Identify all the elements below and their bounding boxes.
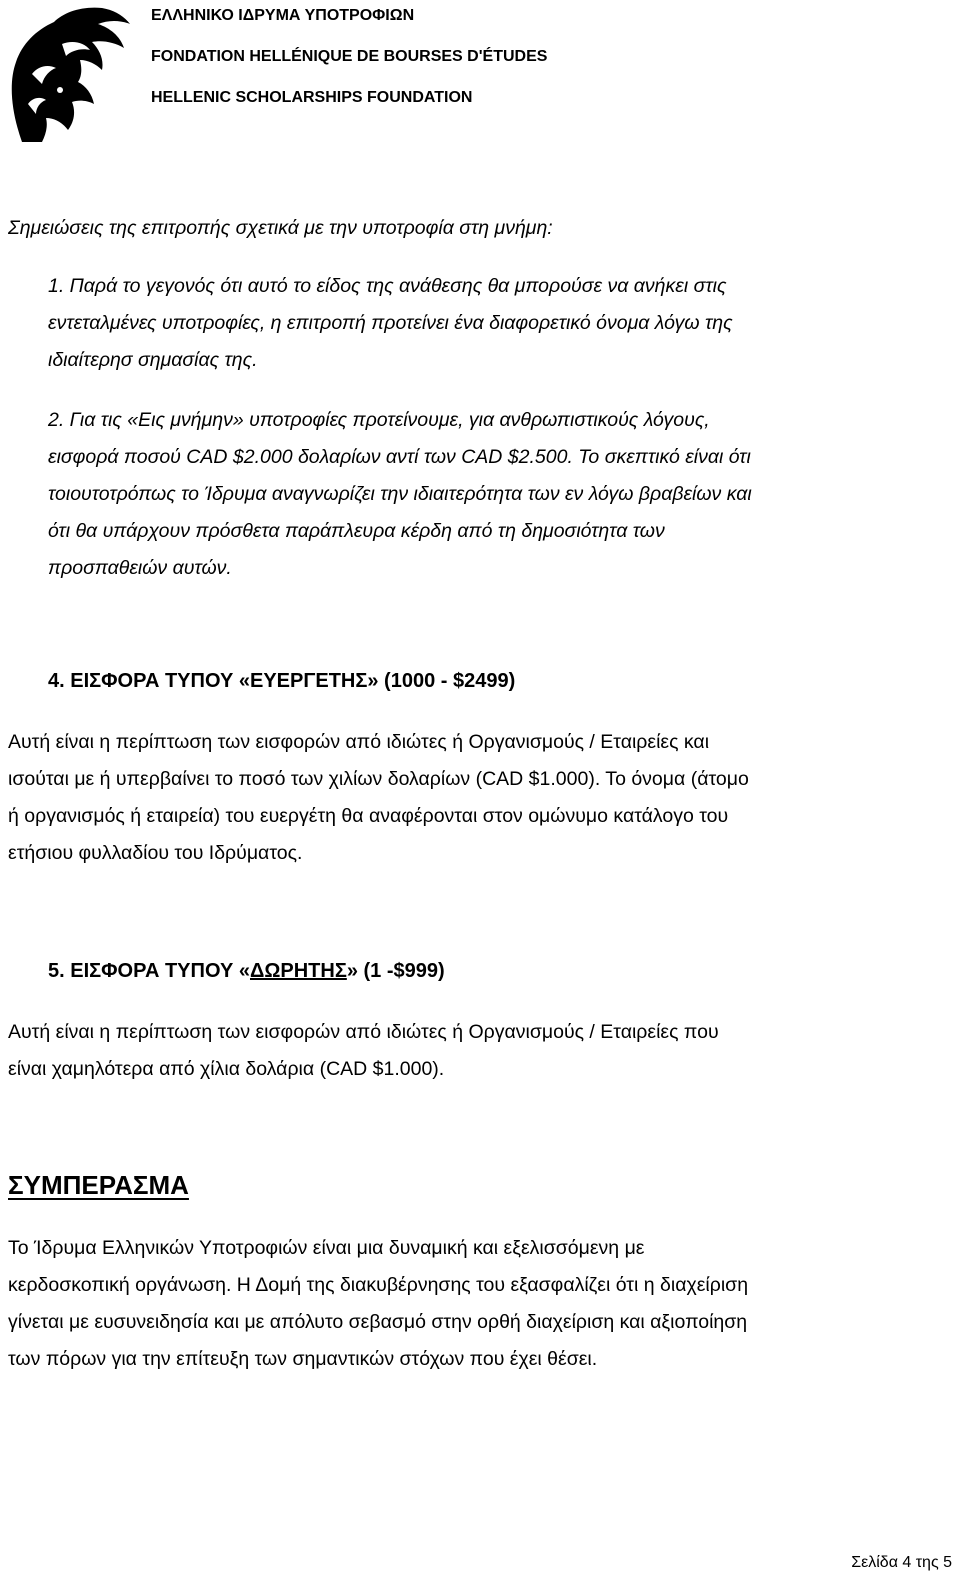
org-name-english: HELLENIC SCHOLARSHIPS FOUNDATION [151,89,473,106]
section-4-line: Αυτή είναι η περίπτωση των εισφορών από ιδιώτες ή Οργανισμούς / Εταιρείες και [8,731,710,753]
section-5-heading-underlined: ΔΩΡΗΤΗΣ [249,960,347,982]
section-5-heading-suffix: » (1 -$999) [346,960,445,982]
conclusion-line: των πόρων για την επίτευξη των σημαντικών στόχων που έχει θέσει. [8,1348,598,1370]
note-item-1-line: 1. Παρά το γεγονός ότι αυτό το είδος της ανάθεσης θα μπορούσε να ανήκει στις [48,275,727,297]
org-header [151,6,547,129]
note-item-2-line: 2. Για τις «Εις μνήμην» υποτροφίες προτείνουμε, για ανθρωπιστικούς λόγους, [48,409,710,431]
note-item-1 [48,268,733,379]
conclusion-line: Το Ίδρυμα Ελληνικών Υποτροφιών είναι μια δυναμική και εξελισσόμενη με [8,1237,645,1259]
conclusion-heading: ΣΥΜΠΕΡΑΣΜΑ [8,1170,189,1200]
notes-intro: Σημειώσεις της επιτροπής σχετικά με την υποτροφία στη μνήμη: [8,217,553,239]
athena-head-logo-icon [2,4,136,144]
org-name-french: FONDATION HELLÉNIQUE DE BOURSES D'ÉTUDES [151,48,548,65]
section-4-line: ισούται με ή υπερβαίνει το ποσό των χιλίων δολαρίων (CAD $1.000). Το όνομα (άτομο [8,768,749,790]
conclusion-body [8,1230,748,1378]
note-item-2-line: ότι θα υπάρχουν πρόσθετα παράπλευρα κέρδη από τη δημοσιότητα των [48,520,665,542]
section-5-heading [48,960,445,983]
note-item-1-line: εντεταλμένες υποτροφίες, η επιτροπή προτείνει ένα διαφορετικό όνομα λόγω της [48,312,733,334]
note-item-2 [48,402,752,587]
note-item-2-line: εισφορά ποσού CAD $2.000 δολαρίων αντί των CAD $2.500. Το σκεπτικό είναι ότι [48,446,751,468]
note-item-2-line: τοιουτοτρόπως το Ίδρυμα αναγνωρίζει την ιδιαιτερότητα των εν λόγω βραβείων και [48,483,752,505]
section-5-body [8,1014,719,1088]
section-4-body [8,724,749,872]
note-item-1-line: ιδιαίτερησ σημασίας της. [48,349,258,371]
section-5-heading-prefix: 5. ΕΙΣΦΟΡΑ ΤΥΠΟΥ « [48,960,250,982]
org-name-greek: ΕΛΛΗΝΙΚΟ ΙΔΡΥΜΑ ΥΠΟΤΡΟΦΙΩΝ [151,7,415,24]
section-5-line: Αυτή είναι η περίπτωση των εισφορών από ιδιώτες ή Οργανισμούς / Εταιρείες που [8,1021,719,1043]
conclusion-line: γίνεται με ευσυνειδησία και με απόλυτο σεβασμό στην ορθή διαχείριση και αξιοποίηση [8,1311,748,1333]
conclusion-line: κερδοσκοπική οργάνωση. Η Δομή της διακυβέρνησης του εξασφαλίζει ότι η διαχείριση [8,1274,749,1296]
section-4-heading: 4. ΕΙΣΦΟΡΑ ΤΥΠΟΥ «ΕΥΕΡΓΕΤΗΣ» (1000 - $2499) [48,670,516,692]
page-number: Σελίδα 4 της 5 [851,1554,952,1571]
section-4-line: ετήσιου φυλλαδίου του Ιδρύματος. [8,842,303,864]
section-5-line: είναι χαμηλότερα από χίλια δολάρια (CAD $1.000). [8,1058,445,1080]
note-item-2-line: προσπαθειών αυτών. [48,557,232,579]
section-4-line: ή οργανισμός ή εταιρεία) του ευεργέτη θα αναφέρονται στον ομώνυμο κατάλογο του [8,805,729,827]
